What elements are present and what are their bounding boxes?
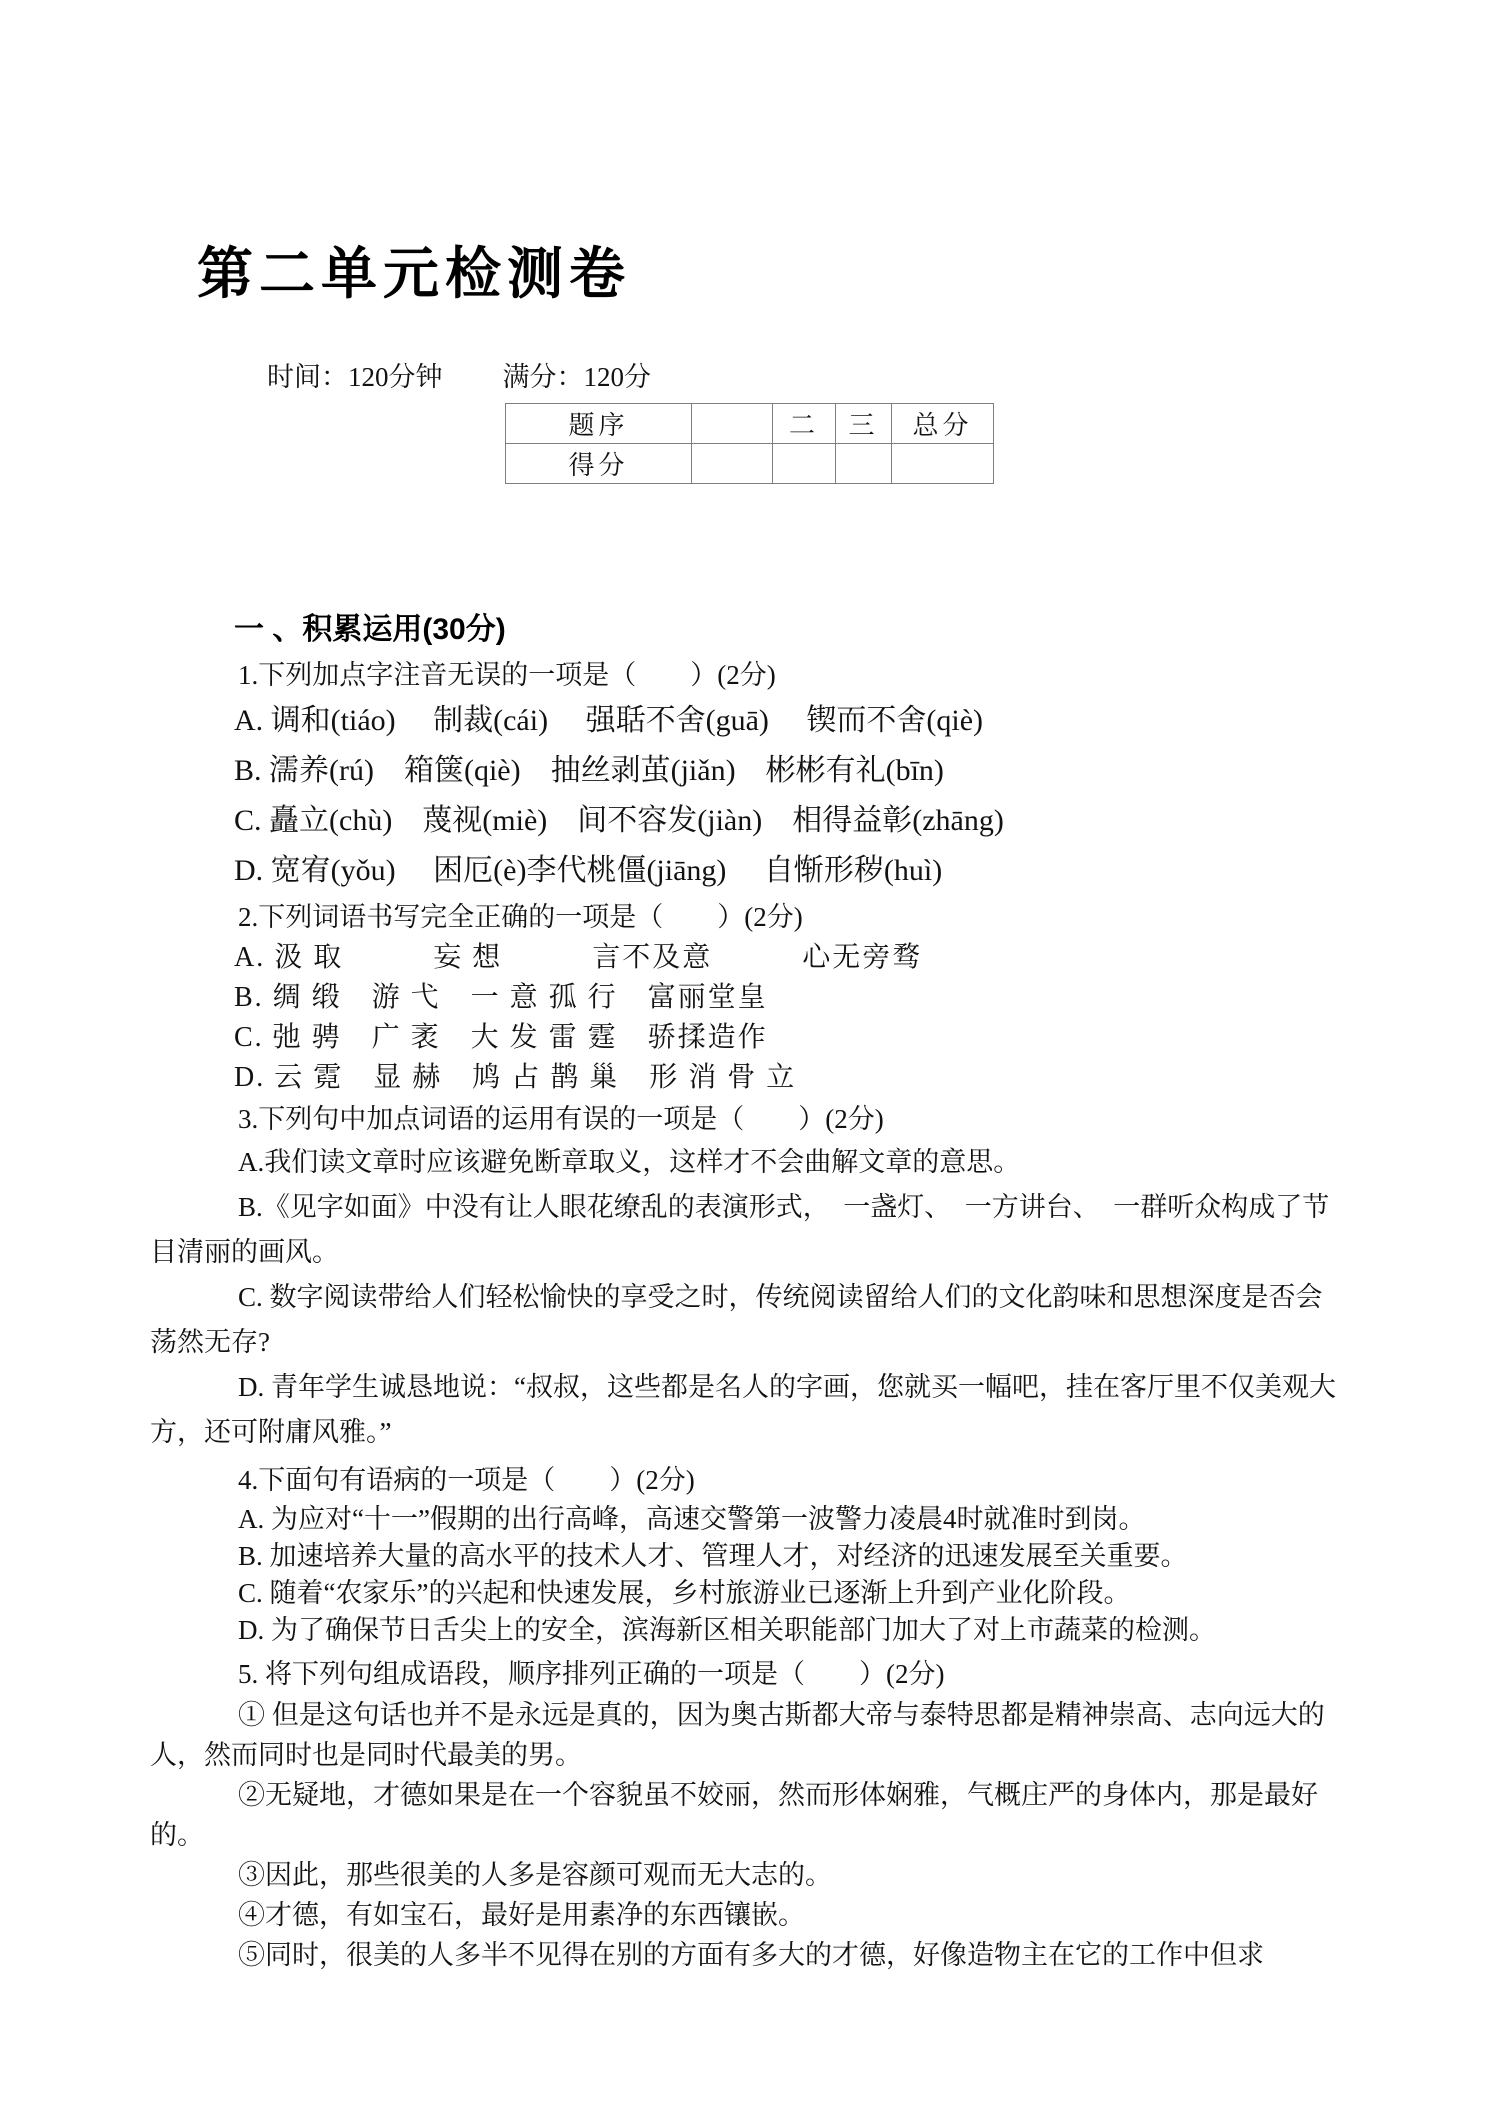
question-4-option-a: A. 为应对“十一”假期的出行高峰，高速交警第一波警力凌晨4时就准时到岗。 [238, 1504, 1146, 1534]
question-3-option-a: A.我们读文章时应该避免断章取义，这样才不会曲解文章的意思。 [238, 1147, 1021, 1177]
question-4-option-d: D. 为了确保节日舌尖上的安全，滨海新区相关职能部门加大了对上市蔬菜的检测。 [238, 1615, 1216, 1645]
question-5-sentence-3: ③因此，那些很美的人多是容颜可观而无大志的。 [238, 1860, 832, 1890]
question-2-stem: 2.下列词语书写完全正确的一项是（ ）(2分) [238, 902, 803, 932]
question-1-option-d: D. 宽宥(yǒu) 困厄(è)李代桃僵(jiāng) 自惭形秽(huì) [234, 854, 943, 887]
time-limit-label: 时间：120分钟 [267, 362, 443, 392]
score-table-header-row [506, 404, 994, 444]
page-title: 第二单元检测卷 [197, 244, 631, 306]
score-table-cell-score-total [892, 444, 994, 484]
question-2-option-a: A. 汲 取 妄 想 言不及意 心无旁骛 [234, 942, 923, 973]
question-4-stem: 4.下面句有语病的一项是（ ）(2分) [238, 1465, 695, 1495]
question-3-option-d: D. 青年学生诚恳地说：“叔叔，这些都是名人的字画，您就买一幅吧，挂在客厅里不仅美观大方，还可附庸风雅。” [150, 1372, 1336, 1447]
score-table-cell-section-one [692, 404, 773, 444]
question-5-sentence-5: ⑤同时，很美的人多半不见得在别的方面有多大的才德，好像造物主在它的工作中但求 [238, 1940, 1264, 1970]
score-table-cell-section-two: 二 [773, 404, 836, 444]
question-1-stem: 1.下列加点字注音无误的一项是（ ）(2分) [238, 660, 776, 690]
question-1-option-a: A. 调和(tiáo) 制裁(cái) 强聒不舍(guā) 锲而不舍(qiè) [234, 704, 984, 737]
score-table-cell-score-three [836, 444, 892, 484]
section-one-heading: 一 、积累运用(30分) [234, 613, 506, 646]
question-5-sentence-1: ① 但是这句话也并不是永远是真的，因为奥古斯都大帝与泰特思都是精神崇高、志向远大的人，然而同时也是同时代最美的男。 [150, 1700, 1325, 1770]
score-table-cell-score-two [773, 444, 836, 484]
question-3-option-b: B.《见字如面》中没有让人眼花缭乱的表演形式， 一盏灯、 一方讲台、 一群听众构成了节目清丽的画风。 [150, 1192, 1330, 1267]
score-table-cell-question-order: 题序 [506, 404, 692, 444]
question-3-option-c: C. 数字阅读带给人们轻松愉快的享受之时，传统阅读留给人们的文化韵味和思想深度是否会荡然无存? [150, 1282, 1323, 1357]
question-2-option-b: B. 绸 缎 游 弋 一 意 孤 行 富丽堂皇 [234, 982, 768, 1013]
score-table-cell-score-one [692, 444, 773, 484]
question-1-option-b: B. 濡养(rú) 箱箧(qiè) 抽丝剥茧(jiǎn) 彬彬有礼(bīn) [234, 754, 944, 787]
question-4-option-b: B. 加速培养大量的高水平的技术人才、管理人才，对经济的迅速发展至关重要。 [238, 1541, 1188, 1571]
score-table [505, 403, 994, 484]
question-3-stem: 3.下列句中加点词语的运用有误的一项是（ ）(2分) [238, 1104, 884, 1134]
exam-content [150, 612, 1346, 1975]
question-1-option-c: C. 矗立(chù) 蔑视(miè) 间不容发(jiàn) 相得益彰(zhāng) [234, 804, 1004, 837]
score-table-cell-section-three: 三 [836, 404, 892, 444]
question-2-option-d: D. 云 霓 显 赫 鸠 占 鹊 巢 形 消 骨 立 [234, 1062, 797, 1093]
question-5-stem: 5. 将下列句组成语段，顺序排列正确的一项是（ ）(2分) [238, 1659, 945, 1689]
score-table-cell-score-label: 得分 [506, 444, 692, 484]
question-2-option-c: C. 弛 骋 广 袤 大 发 雷 霆 骄揉造作 [234, 1022, 768, 1053]
question-5-sentence-4: ④才德，有如宝石，最好是用素净的东西镶嵌。 [238, 1900, 805, 1930]
full-score-label: 满分：120分 [502, 362, 651, 392]
question-4-option-c: C. 随着“农家乐”的兴起和快速发展，乡村旅游业已逐渐上升到产业化阶段。 [238, 1578, 1131, 1608]
score-table-cell-total: 总分 [892, 404, 994, 444]
exam-info-line [267, 361, 1493, 393]
score-table-score-row [506, 444, 994, 484]
question-5-sentence-2: ②无疑地，才德如果是在一个容貌虽不姣丽，然而形体娴雅，气概庄严的身体内，那是最好的。 [150, 1780, 1318, 1850]
